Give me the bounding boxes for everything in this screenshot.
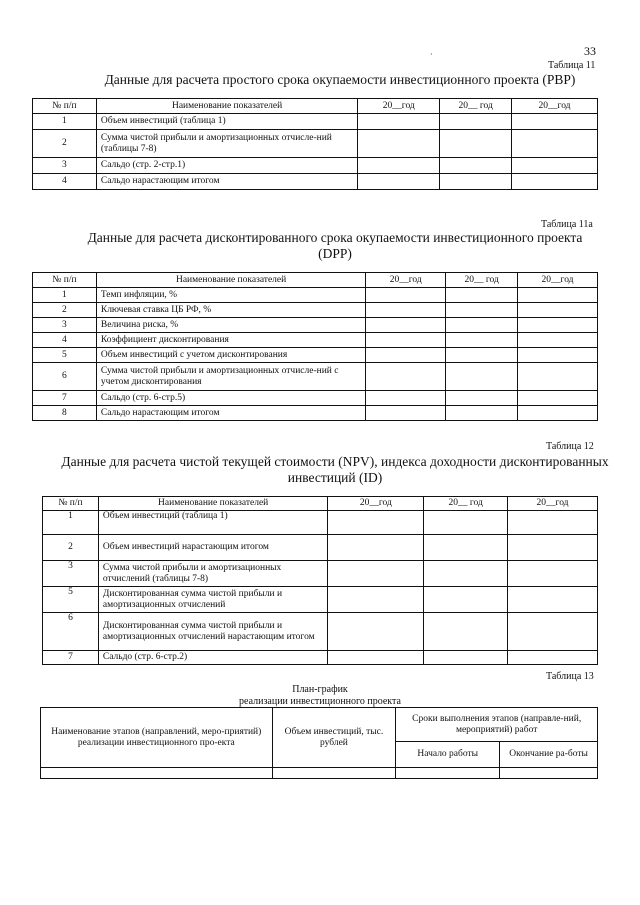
table-header-row <box>43 497 598 511</box>
col-year-3: 20__год <box>512 99 598 114</box>
table-row: 2 Сумма чистой прибыли и амортизационных отчисле-ний (таблицы 7-8) <box>33 130 598 158</box>
table-row: 1 Темп инфляции, % <box>33 288 598 303</box>
table-row: 7 Сальдо (стр. 6-стр.2) <box>43 651 598 665</box>
col-stages: Наименование этапов (направлений, меро-приятий) реализации инвестиционного про-екта <box>41 708 273 768</box>
table-12-title-line1: Данные для расчета чистой текущей стоимости (NPV), индекса доходности дисконтированных <box>61 454 609 469</box>
col-year-3: 20__год <box>518 273 598 288</box>
table-11a-title-line2: (DPP) <box>318 246 352 261</box>
table-12 <box>42 496 598 665</box>
col-year-2: 20__ год <box>424 497 508 511</box>
col-indicator: Наименование показателей <box>96 99 357 114</box>
table-row: 2 Ключевая ставка ЦБ РФ, % <box>33 303 598 318</box>
table-row: 8 Сальдо нарастающим итогом <box>33 406 598 421</box>
col-number: № п/п <box>33 99 97 114</box>
col-year-1: 20__год <box>328 497 424 511</box>
table-row: 6 Сумма чистой прибыли и амортизационных отчисле-ний с учетом дисконтирования <box>33 363 598 391</box>
table-13 <box>40 707 598 779</box>
table-row: 4 Коэффициент дисконтирования <box>33 333 598 348</box>
table-11 <box>32 98 598 190</box>
table-11-label: Таблица 11 <box>548 60 596 71</box>
table-header-row <box>33 273 598 288</box>
col-year-2: 20__ год <box>446 273 518 288</box>
table-row: 7 Сальдо (стр. 6-стр.5) <box>33 391 598 406</box>
table-header-row <box>41 708 598 742</box>
col-year-1: 20__год <box>358 99 440 114</box>
table-row: 3 Сальдо (стр. 2-стр.1) <box>33 158 598 174</box>
col-end: Окончание ра-боты <box>500 742 598 768</box>
col-number: № п/п <box>43 497 99 511</box>
table-row: 5 Дисконтированная сумма чистой прибыли и амортизационных отчислений <box>43 587 598 613</box>
table-row: 3 Сумма чистой прибыли и амортизационных отчислений (таблицы 7-8) <box>43 561 598 587</box>
col-start: Начало работы <box>396 742 500 768</box>
table-row: 1 Объем инвестиций (таблица 1) <box>33 114 598 130</box>
table-row: 6 Дисконтированная сумма чистой прибыли и амортизационных отчислений нарастающим итогом <box>43 613 598 651</box>
table-13-title-line1: План-график <box>292 684 348 695</box>
scan-dot: · <box>430 50 433 59</box>
table-header-row <box>33 99 598 114</box>
col-year-1: 20__год <box>366 273 446 288</box>
col-volume: Объем инвестиций, тыс. рублей <box>272 708 396 768</box>
col-terms: Сроки выполнения этапов (направле-ний, мероприятий) работ <box>396 708 598 742</box>
table-row: 2 Объем инвестиций нарастающим итогом <box>43 535 598 561</box>
table-12-title-line2: инвестиций (ID) <box>287 470 383 485</box>
table-13-title-line2: реализации инвестиционного проекта <box>239 696 401 707</box>
col-indicator: Наименование показателей <box>96 273 365 288</box>
table-13-label: Таблица 13 <box>546 671 594 682</box>
col-indicator: Наименование показателей <box>98 497 328 511</box>
table-row: 4 Сальдо нарастающим итогом <box>33 174 598 190</box>
table-row: 1 Объем инвестиций (таблица 1) <box>43 511 598 535</box>
table-11a <box>32 272 598 421</box>
col-year-2: 20__ год <box>440 99 512 114</box>
table-11a-label: Таблица 11а <box>541 219 593 230</box>
table-row: 5 Объем инвестиций с учетом дисконтирования <box>33 348 598 363</box>
table-11-title: Данные для расчета простого срока окупаемости инвестиционного проекта (PBP) <box>104 72 576 87</box>
col-number: № п/п <box>33 273 97 288</box>
table-row <box>41 768 598 779</box>
table-12-label: Таблица 12 <box>546 441 594 452</box>
page-number: 33 <box>584 44 596 58</box>
table-row: 3 Величина риска, % <box>33 318 598 333</box>
col-year-3: 20__год <box>508 497 598 511</box>
table-11a-title-line1: Данные для расчета дисконтированного срока окупаемости инвестиционного проекта <box>87 230 583 245</box>
